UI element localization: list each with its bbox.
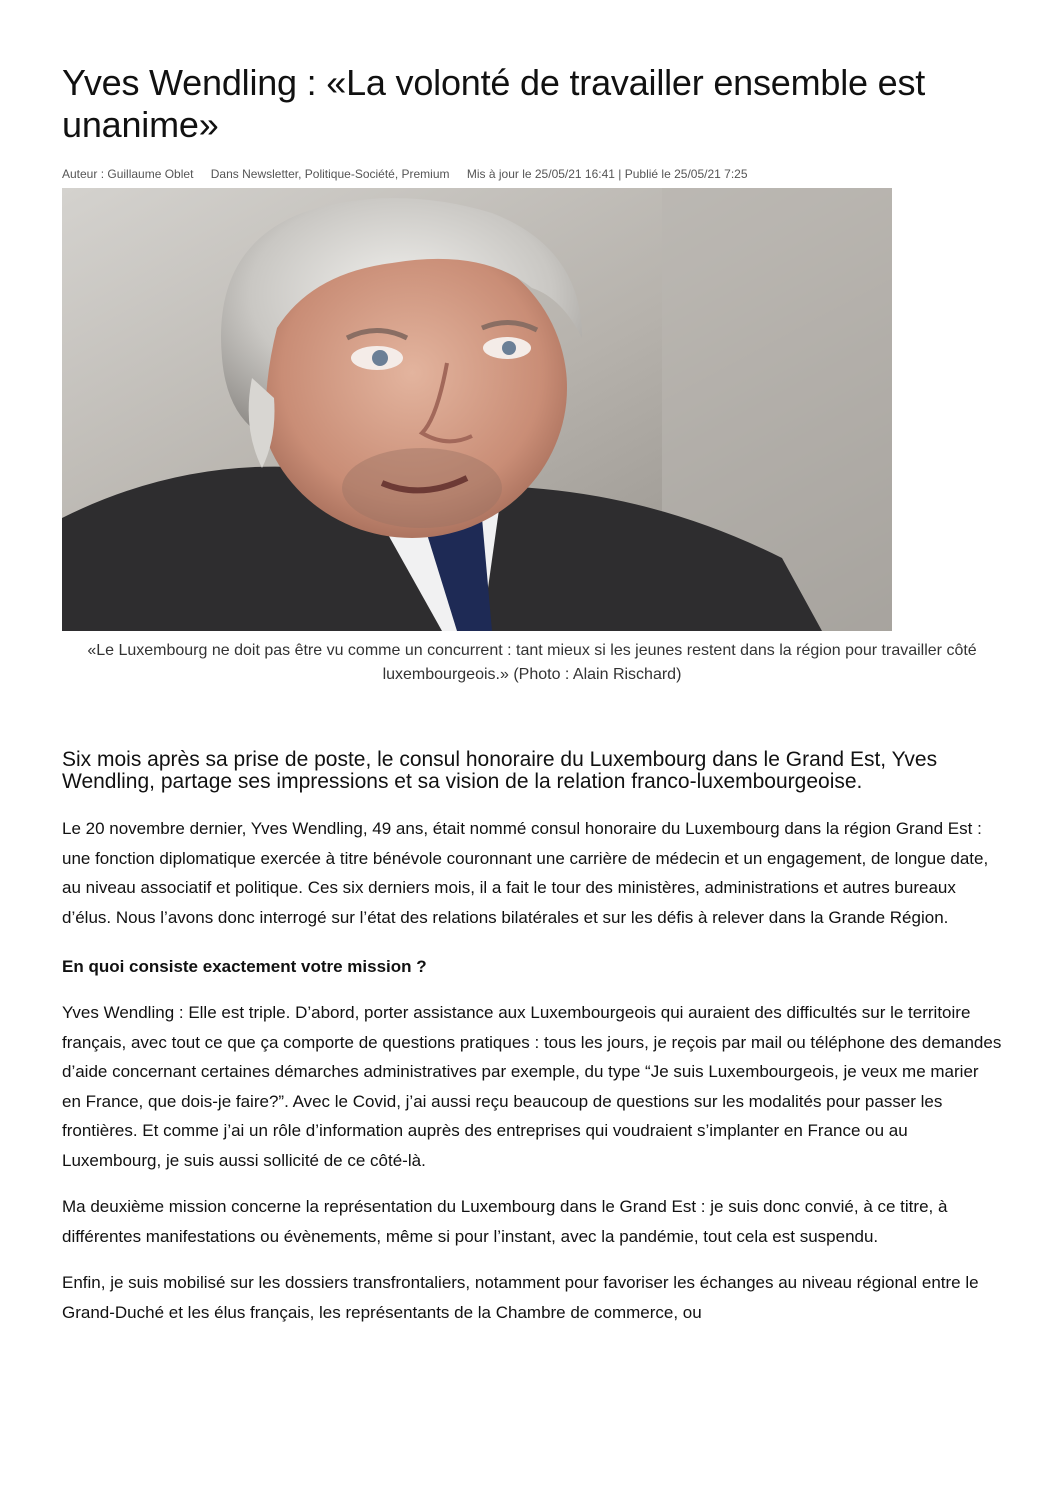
dates-line: Mis à jour le 25/05/21 16:41 | Publié le 25/05/21 7:25 (466, 167, 748, 181)
article-meta (62, 166, 1002, 182)
photo-caption: «Le Luxembourg ne doit pas être vu comme un concurrent : tant mieux si les jeunes restent dans la région pour travailler côté luxembourgeois.» (Photo : Alain Rischard) (87, 642, 977, 683)
interview-answer-3: Enfin, je suis mobilisé sur les dossiers transfrontaliers, notamment pour favoriser les échanges au niveau régional entre le Grand-Duché et les élus français, les représentants de la Chambre de commerce, ou (62, 1273, 979, 1322)
portrait-photo (62, 188, 892, 631)
article (62, 0, 1002, 1344)
author-line: Auteur : Guillaume Oblet (62, 167, 194, 181)
category-line: Dans Newsletter, Politique-Société, Premium (210, 167, 450, 181)
interview-answer-2: Ma deuxième mission concerne la représentation du Luxembourg dans le Grand Est : je suis donc convié, à ce titre, à différentes manifestations ou évènements, même si pour l’instant, avec la pandémie, tout cela est suspendu. (62, 1197, 948, 1246)
article-lead: Six mois après sa prise de poste, le consul honoraire du Luxembourg dans le Grand Est, Yves Wendling, partage ses impressions et sa vision de la relation franco-luxembourgeoise. (62, 748, 938, 793)
interview-answer-1: Yves Wendling : Elle est triple. D’abord, porter assistance aux Luxembourgeois qui auraient des difficultés sur le territoire français, avec tout ce que ça comporte de questions pratiques : tous les jours, je reçois par mail ou téléphone des demandes d’aide concernant certaines démarches administratives par exemple, du type “Je suis Luxembourgeois, je veux me marier en France, que dois-je faire?”. Avec le Covid, j’ai aussi reçu beaucoup de questions sur les modalités pour passer les frontières. Et comme j’ai un rôle d’information auprès des entreprises qui voudraient s’implanter en France ou au Luxembourg, je suis aussi sollicité de ce côté-là. (62, 1003, 1002, 1170)
article-title: Yves Wendling : «La volonté de travailler ensemble est unanime» (62, 62, 926, 145)
article-intro: Le 20 novembre dernier, Yves Wendling, 49 ans, était nommé consul honoraire du Luxembourg dans la région Grand Est : une fonction diplomatique exercée à titre bénévole couronnant une carrière de médecin et un engagement, de longue date, au niveau associatif et politique. Ces six derniers mois, il a fait le tour des ministères, administrations et autres bureaux d’élus. Nous l’avons donc interrogé sur l’état des relations bilatérales et sur les défis à relever dans la Grande Région. (62, 819, 989, 927)
interview-question: En quoi consiste exactement votre mission ? (62, 957, 427, 976)
